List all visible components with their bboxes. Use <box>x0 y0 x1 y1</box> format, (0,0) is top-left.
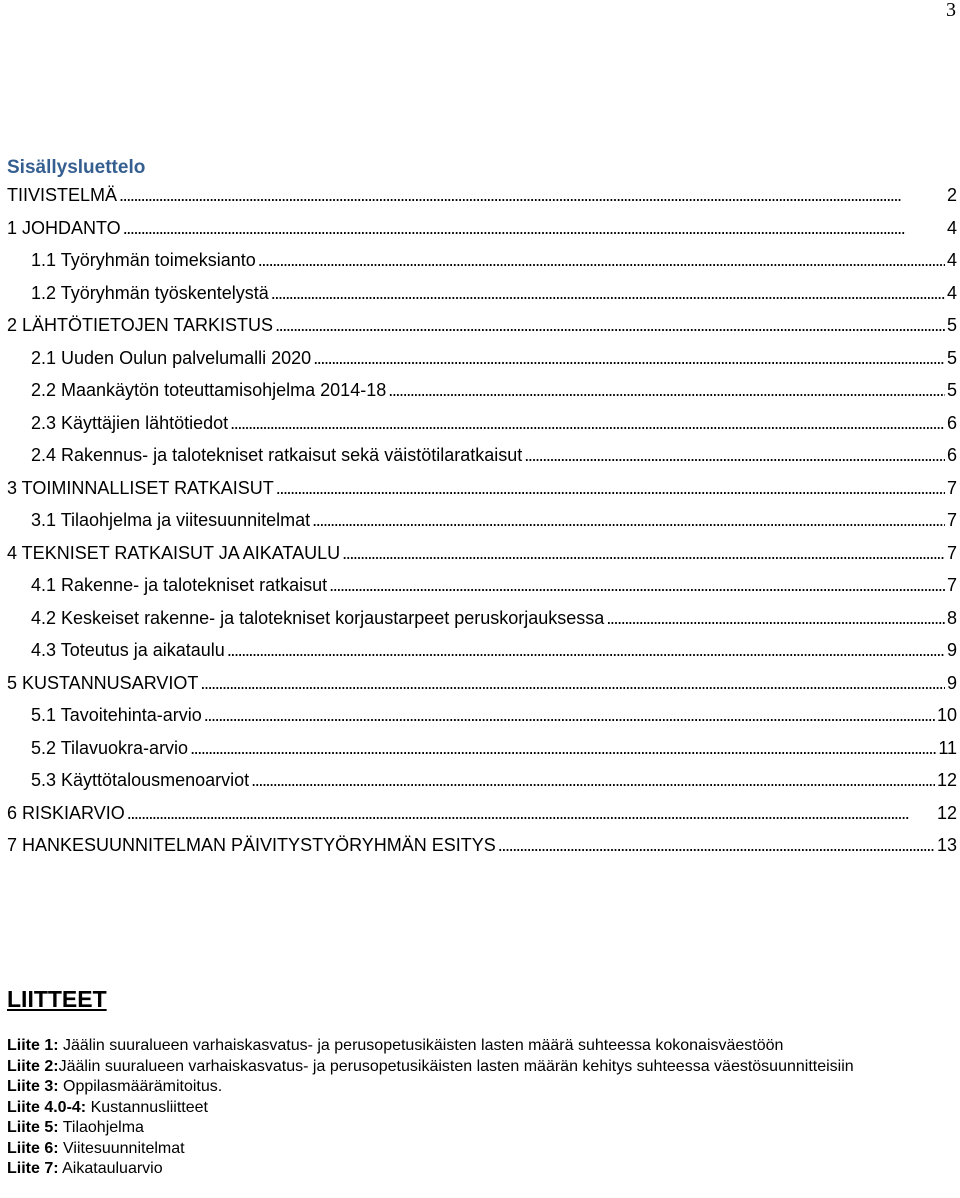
appendix-key: Liite 6: <box>7 1139 59 1157</box>
toc-entry-page: 5 <box>946 380 957 400</box>
toc-entry-page: 6 <box>946 412 957 433</box>
appendix-item <box>7 1098 947 1119</box>
toc-dot-leader <box>276 472 945 505</box>
appendix-item <box>7 1077 947 1098</box>
appendix-text: Jäälin suuralueen varhaiskasvatus- ja perusopetusikäisten lasten määrän kehitys suhteessa väestösuunnitteisiin <box>58 1057 854 1075</box>
toc-entry-label: 5.1 Tavoitehinta-arvio <box>31 705 202 725</box>
toc-entry[interactable] <box>7 764 957 797</box>
toc-entry-page: 7 <box>946 510 957 530</box>
toc-entry[interactable] <box>7 504 957 537</box>
toc-title: Sisällysluettelo <box>7 157 146 178</box>
toc-entry-page: 9 <box>946 640 957 660</box>
toc-dot-leader <box>200 667 945 700</box>
toc-entry-page: 8 <box>946 607 957 628</box>
table-of-contents <box>7 179 957 862</box>
toc-entry-label: 4.2 Keskeiset rakenne- ja talotekniset korjaustarpeet peruskorjauksessa <box>31 607 605 628</box>
toc-dot-leader <box>230 407 945 440</box>
toc-entry-page: 4 <box>946 217 957 238</box>
toc-entry-label: 2.2 Maankäytön toteuttamisohjelma 2014-18 <box>31 380 387 400</box>
toc-entry-page: 5 <box>946 347 957 368</box>
appendix-key: Liite 4.0-4: <box>7 1098 87 1116</box>
toc-entry[interactable] <box>7 569 957 602</box>
toc-dot-leader <box>258 244 945 277</box>
toc-entry-page: 13 <box>936 835 957 855</box>
toc-entry-page: 7 <box>946 477 957 498</box>
toc-entry-label: 5.3 Käyttötalousmenoarviot <box>31 770 250 790</box>
toc-entry-label: 4.1 Rakenne- ja talotekniset ratkaisut <box>31 575 328 595</box>
toc-entry[interactable] <box>7 407 957 440</box>
toc-entry[interactable] <box>7 732 957 765</box>
toc-dot-leader <box>606 602 945 635</box>
appendix-text: Tilaohjelma <box>58 1119 144 1136</box>
toc-dot-leader <box>275 309 945 342</box>
toc-entry-label: 4 TEKNISET RATKAISUT JA AIKATAULU <box>7 542 341 563</box>
appendix-item <box>7 1159 947 1180</box>
toc-dot-leader <box>498 829 935 862</box>
toc-entry-page: 7 <box>946 542 957 563</box>
toc-entry-label: 2.4 Rakennus- ja talotekniset ratkaisut sekä väistötilaratkaisut <box>31 445 523 465</box>
toc-entry-page: 12 <box>936 802 957 823</box>
appendix-text: Oppilasmäärämitoitus. <box>58 1078 223 1095</box>
toc-entry-label: 2 LÄHTÖTIETOJEN TARKISTUS <box>7 315 274 335</box>
toc-entry-page: 11 <box>938 737 957 758</box>
toc-entry-label: 2.3 Käyttäjien lähtötiedot <box>31 412 229 433</box>
toc-entry[interactable] <box>7 537 957 570</box>
toc-entry[interactable] <box>7 602 957 635</box>
appendix-key: Liite 5: <box>7 1119 59 1136</box>
toc-dot-leader <box>388 374 945 407</box>
appendix-key: Liite 7: <box>7 1160 59 1177</box>
toc-entry-page: 12 <box>936 770 957 790</box>
appendix-item <box>7 1139 947 1160</box>
toc-dot-leader <box>524 439 945 472</box>
appendix-title: LIITTEET <box>7 986 107 1012</box>
toc-entry[interactable] <box>7 634 957 667</box>
toc-entry[interactable] <box>7 374 957 407</box>
toc-dot-leader <box>127 797 935 830</box>
appendix-text: Viitesuunnitelmat <box>58 1139 185 1157</box>
appendix-item <box>7 1057 947 1078</box>
appendix-key: Liite 1: <box>7 1037 59 1054</box>
toc-dot-leader <box>123 212 945 245</box>
toc-entry[interactable] <box>7 472 957 505</box>
toc-dot-leader <box>190 732 936 765</box>
toc-entry[interactable] <box>7 439 957 472</box>
toc-dot-leader <box>271 277 945 310</box>
toc-entry-label: 5.2 Tilavuokra-arvio <box>31 737 189 758</box>
toc-entry-page: 4 <box>946 282 957 303</box>
toc-entry[interactable] <box>7 179 957 212</box>
page-number: 3 <box>946 0 956 21</box>
toc-entry[interactable] <box>7 277 957 310</box>
appendix-text: Jäälin suuralueen varhaiskasvatus- ja perusopetusikäisten lasten määrä suhteessa kokonaisväestöön <box>58 1037 784 1054</box>
toc-entry-label: 4.3 Toteutus ja aikataulu <box>31 640 225 660</box>
toc-entry[interactable] <box>7 829 957 862</box>
toc-entry-page: 5 <box>946 315 957 335</box>
appendix-item <box>7 1036 947 1057</box>
toc-dot-leader <box>227 634 945 667</box>
toc-dot-leader <box>313 342 945 375</box>
toc-entry[interactable] <box>7 699 957 732</box>
toc-entry-label: TIIVISTELMÄ <box>7 185 118 205</box>
appendix-key: Liite 2: <box>7 1057 59 1075</box>
toc-entry-label: 1 JOHDANTO <box>7 217 121 238</box>
toc-dot-leader <box>204 699 935 732</box>
appendix-text: Kustannusliitteet <box>86 1098 208 1116</box>
toc-dot-leader <box>251 764 935 797</box>
toc-entry-label: 1.1 Työryhmän toimeksianto <box>31 250 256 270</box>
toc-dot-leader <box>342 537 945 570</box>
toc-entry[interactable] <box>7 309 957 342</box>
toc-entry[interactable] <box>7 244 957 277</box>
toc-entry-page: 6 <box>946 445 957 465</box>
toc-dot-leader <box>119 179 945 212</box>
appendix-list <box>7 1036 947 1180</box>
appendix-key: Liite 3: <box>7 1078 59 1095</box>
toc-entry[interactable] <box>7 797 957 830</box>
toc-entry-page: 9 <box>946 672 957 693</box>
toc-entry[interactable] <box>7 667 957 700</box>
toc-entry[interactable] <box>7 342 957 375</box>
toc-entry-page: 7 <box>946 575 957 595</box>
toc-entry-page: 10 <box>936 705 957 725</box>
toc-entry-page: 2 <box>946 185 957 205</box>
toc-entry-page: 4 <box>946 250 957 270</box>
appendix-item <box>7 1118 947 1139</box>
toc-dot-leader <box>312 504 945 537</box>
toc-entry-label: 6 RISKIARVIO <box>7 802 125 823</box>
toc-entry-label: 7 HANKESUUNNITELMAN PÄIVITYSTYÖRYHMÄN ESITYS <box>7 835 496 855</box>
toc-entry-label: 3.1 Tilaohjelma ja viitesuunnitelmat <box>31 510 311 530</box>
toc-entry[interactable] <box>7 212 957 245</box>
toc-entry-label: 2.1 Uuden Oulun palvelumalli 2020 <box>31 347 312 368</box>
toc-entry-label: 5 KUSTANNUSARVIOT <box>7 672 199 693</box>
toc-dot-leader <box>329 569 945 602</box>
toc-entry-label: 3 TOIMINNALLISET RATKAISUT <box>7 477 274 498</box>
appendix-text: Aikatauluarvio <box>58 1160 163 1177</box>
toc-entry-label: 1.2 Työryhmän työskentelystä <box>31 282 269 303</box>
